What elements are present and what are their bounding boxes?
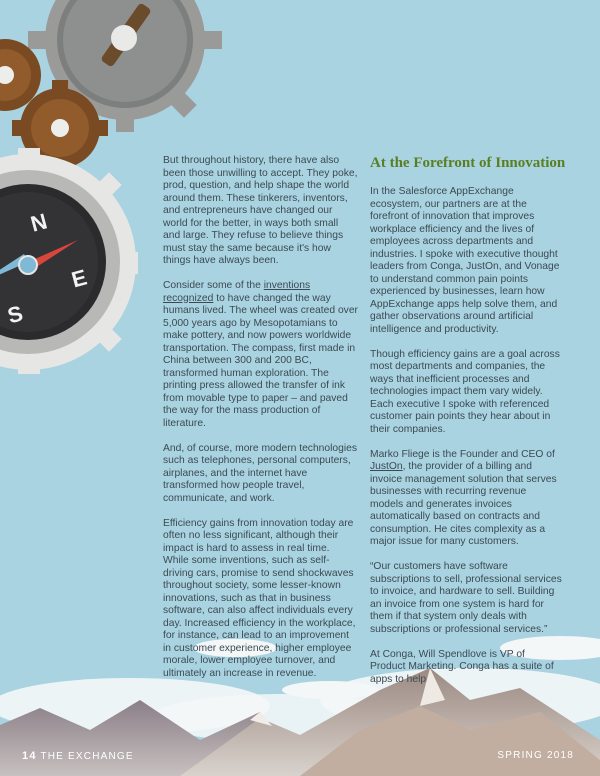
paragraph — [370, 449, 562, 549]
juston-link[interactable]: JustOn — [370, 461, 403, 472]
compass-icon — [0, 148, 138, 374]
compass-letter-s: S — [4, 300, 26, 329]
paragraph: At Conga, Will Spendlove is VP of Product Marketing. Conga has a suite of apps to help — [370, 648, 554, 685]
compass-letter-e: E — [68, 264, 90, 293]
paragraph: And, of course, more modern technologies such as telephones, personal computers, airplanes, and the internet have transformed how people travel, communicate, and work. — [163, 442, 358, 504]
left-column — [163, 155, 358, 693]
section-heading: At the Forefront of Innovation — [370, 155, 566, 171]
compass-letter-n: N — [27, 208, 50, 237]
text: to have changed the way humans lived. The wheel was created over 5,000 years ago by Mesopotamians to make pottery, and now powers worldwide transportation. The compass, first made in China between 300 and 200 BC, transformed human exploration. The printing press allowed the transfer of ink from movable type to paper – and paved the way for the mass production of literature. — [163, 292, 358, 429]
text: Marko Fliege is the Founder and CEO of — [370, 448, 555, 460]
paragraph: But throughout history, there have also been those unwilling to accept. They poke, prod, question, and help shape the world around them. These tinkerers, inventors, and entrepreneurs have changed our world for the better, in ways both small and large. They refuse to believe things must stay the same because it's how things have always been. — [163, 155, 358, 266]
paragraph: “Our customers have software subscriptions to sell, professional services to invoice, and hardware to sell. Building an invoice from one system is hard for them if that system only deals with subscriptions or professional services.” — [370, 561, 562, 635]
issue-label: SPRING 2018 — [497, 750, 574, 761]
paragraph: Though efficiency gains are a goal across most departments and companies, the ways that inefficient processes and technologies impact them vary widely. Each executive I spoke with referenced customer pain points they hear about in their companies. — [370, 348, 560, 435]
paragraph: In the Salesforce AppExchange ecosystem, our partners are at the forefront of innovation that improves workplace efficiency and the lives of employees across departments and industries. I spoke with executive thought leaders from Conga, JustOn, and Vonage to understand common pain points experienced by businesses, learn how AppExchange apps help solve them, and gather observations around artificial intelligence and productivity. — [370, 186, 560, 335]
inventions-link[interactable]: inventions recognized — [163, 280, 311, 304]
text: Consider some of the — [163, 280, 264, 291]
paragraph: Efficiency gains from innovation today are often no less significant, although their impact is hard to assess in real time. While some inventions, such as self-driving cars, promise to send shockwaves throughout society, some lesser-known innovations, such as that in business software, can also affect individuals every day. Increased efficiency in the workplace, for instance, can lead to an improvement in customer experience, higher employee morale, lower employee turnover, and ultimately an increase in revenue. — [163, 517, 356, 679]
right-column — [370, 186, 562, 699]
text: , the provider of a billing and invoice management solution that serves businesses with recurring revenue models and generates invoices automatically based on contracts and consumption. He cites complexity as a major issue for many customers. — [370, 461, 557, 547]
paragraph — [163, 280, 358, 430]
page-number: 14 — [22, 750, 37, 762]
publication-name: THE EXCHANGE — [40, 751, 134, 762]
footer-left — [22, 750, 134, 762]
